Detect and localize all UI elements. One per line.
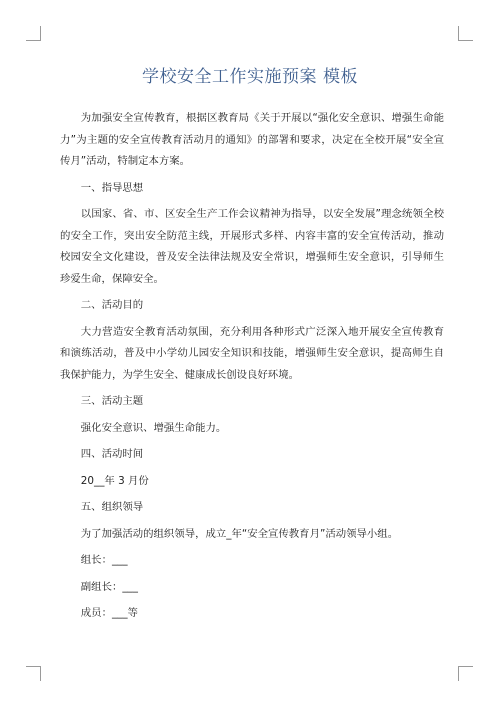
role-members: 成员：___等	[80, 607, 138, 619]
document-title: 学校安全工作实施预案 模板	[142, 67, 358, 87]
role-leader: 组长：___	[80, 554, 128, 566]
role-deputy-leader: 副组长：___	[80, 580, 138, 593]
intro-paragraph: 为加强安全宣传教育，根据区教育局《关于开展以“强化安全意识、增强生命能力”为主题的安全宣传教育活动月的通知》的部署和要求，决定在全校开展“安全宣传月”活动，特制定本方案。	[60, 112, 444, 167]
section-heading: 三、活动主题	[80, 395, 144, 407]
section-body: 大力营造安全教育活动氛围，充分利用各种形式广泛深入地开展安全宣传教育和演练活动，普及中小学幼儿园安全知识和技能，增强师生安全意识，提高师生自我保护能力，为学生安全、健康成长创设良好环境。	[60, 325, 444, 381]
section-heading: 五、组织领导	[80, 501, 144, 513]
crop-mark-top-left	[26, 26, 41, 41]
crop-mark-bottom-left	[26, 666, 41, 681]
section-body: 以国家、省、市、区安全生产工作会议精神为指导，以安全发展”理念统领全校的安全工作，突出安全防范主线，开展形式多样、内容丰富的安全宣传活动，推动校园安全文化建设，普及安全法律法规及安全常识，增强师生安全意识，引导师生珍爱生命，保障安全。	[60, 208, 444, 285]
section-body: 20__年 3 月份	[80, 474, 149, 487]
crop-mark-bottom-right	[458, 666, 473, 681]
section-body: 为了加强活动的组织领导，成立_年“安全宣传教育月”活动领导小组。	[80, 527, 399, 540]
document-body	[60, 108, 444, 630]
section-heading: 二、活动目的	[80, 299, 144, 311]
crop-mark-top-right	[458, 26, 473, 41]
section-heading: 一、指导思想	[80, 181, 144, 194]
section-heading: 四、活动时间	[80, 448, 144, 460]
section-body: 强化安全意识、增强生命能力。	[80, 421, 227, 434]
